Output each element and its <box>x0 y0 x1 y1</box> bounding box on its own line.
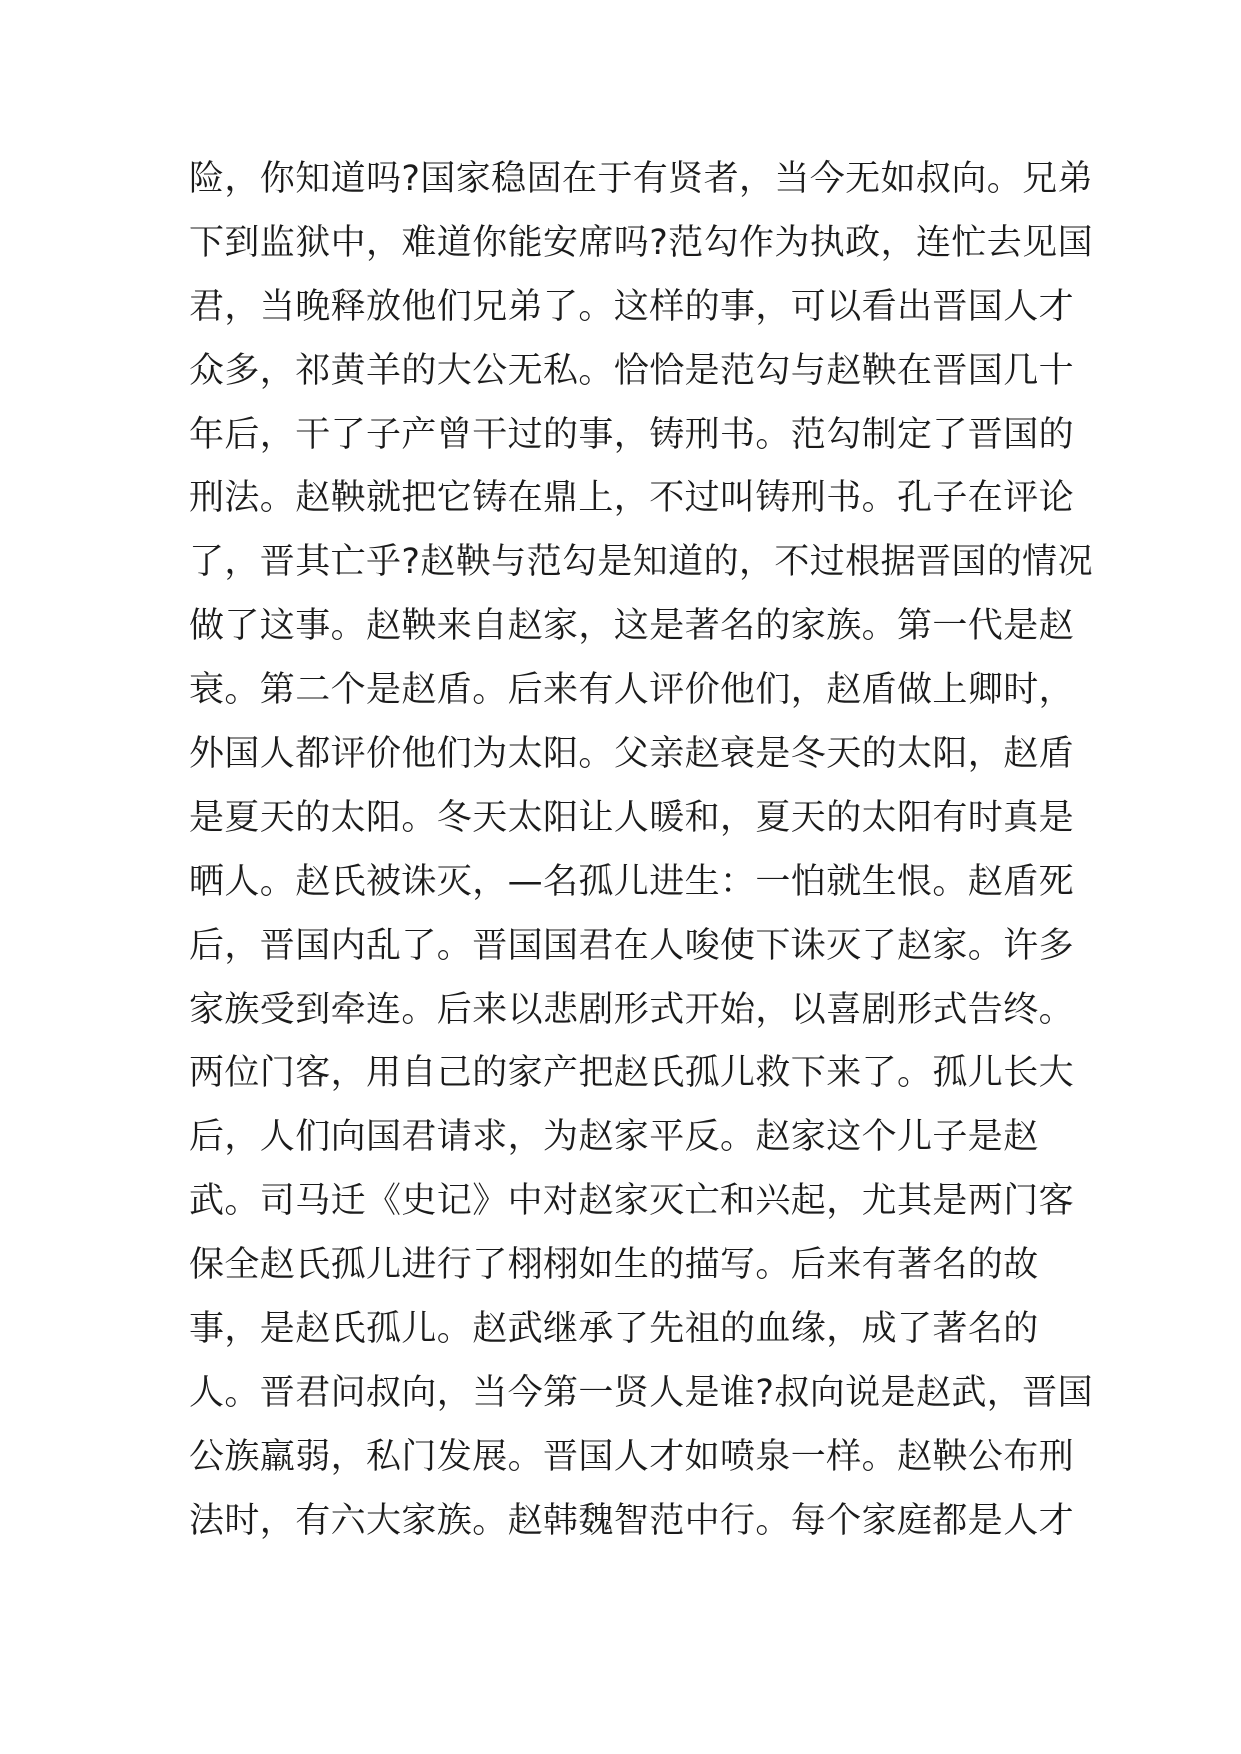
body-text <box>189 148 1093 1554</box>
text-line: 武。司马迁《史记》中对赵家灭亡和兴起，尤其是两门客 <box>189 1181 1075 1222</box>
text-line: 后，晋国内乱了。晋国国君在人唆使下诛灭了赵家。许多 <box>189 925 1075 966</box>
text-line: 事，是赵氏孤儿。赵武继承了先祖的血缘，成了著名的 <box>189 1309 1039 1350</box>
text-line: 外国人都评价他们为太阳。父亲赵衰是冬天的太阳，赵盾 <box>189 734 1075 775</box>
text-line: 君，当晚释放他们兄弟了。这样的事，可以看出晋国人才 <box>189 286 1075 327</box>
text-line: 人。晋君问叔向，当今第一贤人是谁?叔向说是赵武，晋国 <box>189 1372 1093 1413</box>
text-line: 刑法。赵鞅就把它铸在鼎上，不过叫铸刑书。孔子在评论 <box>189 478 1075 519</box>
text-line: 了，晋其亡乎?赵鞅与范勾是知道的，不过根据晋国的情况 <box>189 542 1093 583</box>
text-line: 下到监狱中，难道你能安席吗?范勾作为执政，连忙去见国 <box>189 222 1093 263</box>
text-line: 险，你知道吗?国家稳固在于有贤者，当今无如叔向。兄弟 <box>189 159 1093 199</box>
text-line: 法时，有六大家族。赵韩魏智范中行。每个家庭都是人才 <box>189 1500 1075 1541</box>
text-line: 后，人们向国君请求，为赵家平反。赵家这个儿子是赵 <box>189 1117 1039 1158</box>
text-line: 两位门客，用自己的家产把赵氏孤儿救下来了。孤儿长大 <box>189 1053 1075 1094</box>
text-line: 公族羸弱，私门发展。晋国人才如喷泉一样。赵鞅公布刑 <box>189 1436 1075 1477</box>
text-line: 年后，干了子产曾干过的事，铸刑书。范勾制定了晋国的 <box>189 414 1075 455</box>
text-line: 家族受到牵连。后来以悲剧形式开始，以喜剧形式告终。 <box>189 989 1075 1030</box>
text-line: 是夏天的太阳。冬天太阳让人暖和，夏天的太阳有时真是 <box>189 797 1075 838</box>
text-line: 晒人。赵氏被诛灭，—名孤儿进生：一怕就生恨。赵盾死 <box>189 861 1075 902</box>
text-line: 众多，祁黄羊的大公无私。恰恰是范勾与赵鞅在晋国几十 <box>189 350 1075 391</box>
text-line: 做了这事。赵鞅来自赵家，这是著名的家族。第一代是赵 <box>189 606 1075 647</box>
text-line: 保全赵氏孤儿进行了栩栩如生的描写。后来有著名的故 <box>189 1245 1039 1286</box>
text-line: 衰。第二个是赵盾。后来有人评价他们，赵盾做上卿时， <box>189 670 1075 711</box>
